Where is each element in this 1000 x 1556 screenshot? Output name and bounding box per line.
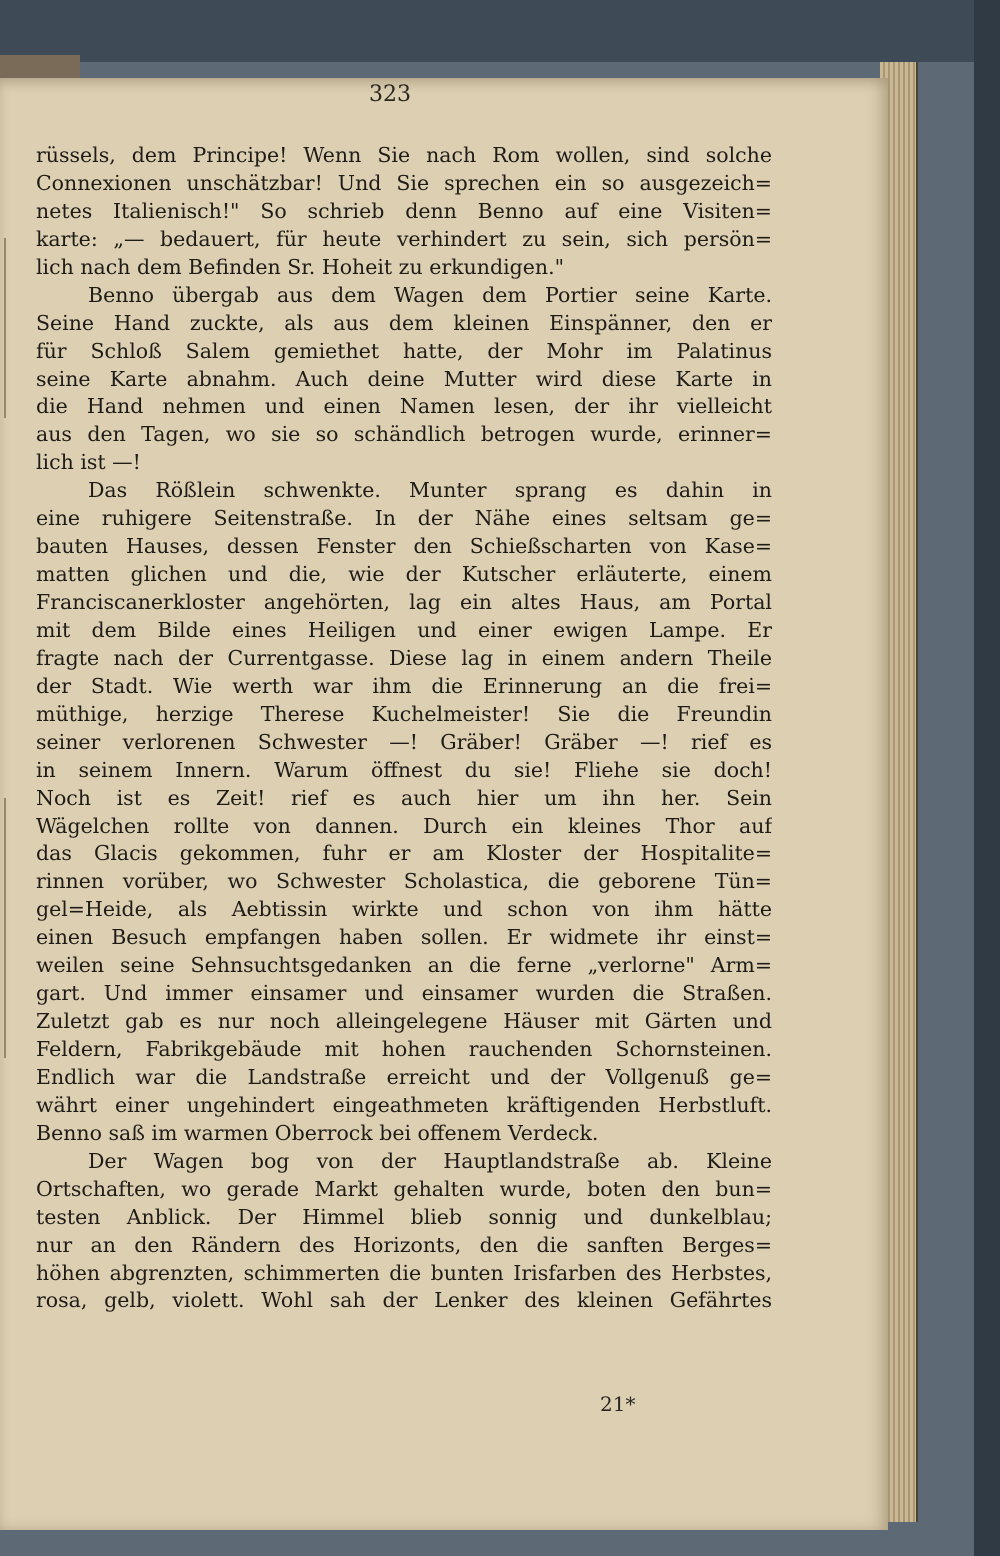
scan-background-right bbox=[974, 0, 1000, 1556]
text-line: seine Karte abnahm. Auch deine Mutter wird diese Karte in bbox=[36, 366, 772, 391]
text-line: Connexionen unschätzbar! Und Sie sprechen ein so ausgezeich= bbox=[36, 170, 772, 195]
text-line: gel=Heide, als Aebtissin wirkte und schon von ihm hätte bbox=[36, 897, 772, 922]
text-line: Das Rößlein schwenkte. Munter sprang es dahin in bbox=[88, 478, 772, 503]
text-line: Endlich war die Landstraße erreicht und der Vollgenuß ge= bbox=[36, 1064, 772, 1089]
text-line: lich nach dem Befinden Sr. Hoheit zu erkundigen." bbox=[36, 254, 565, 279]
text-line: Ortschaften, wo gerade Markt gehalten wurde, boten den bun= bbox=[36, 1176, 772, 1201]
text-line: rinnen vorüber, wo Schwester Scholastica, die geborene Tün= bbox=[36, 869, 772, 894]
text-line: die Hand nehmen und einen Namen lesen, der ihr vielleicht bbox=[36, 394, 772, 419]
text-line: Feldern, Fabrikgebäude mit hohen rauchenden Schornsteinen. bbox=[36, 1037, 772, 1061]
text-line: einen Besuch empfangen haben sollen. Er widmete ihr einst= bbox=[36, 925, 772, 950]
text-line: Zuletzt gab es nur noch alleingelegene Häuser mit Gärten und bbox=[36, 1009, 772, 1034]
text-line: lich ist —! bbox=[36, 450, 141, 475]
text-line: der Stadt. Wie werth war ihm die Erinnerung an die frei= bbox=[36, 673, 772, 698]
text-line: matten glichen und die, wie der Kutscher erläuterte, einem bbox=[36, 562, 772, 587]
text-line: nur an den Rändern des Horizonts, den die sanften Berges= bbox=[36, 1232, 772, 1257]
text-line: rosa, gelb, violett. Wohl sah der Lenker des kleinen Gefährtes bbox=[36, 1288, 772, 1313]
text-line: in seinem Innern. Warum öffnest du sie! Fliehe sie doch! bbox=[36, 757, 772, 782]
text-line: Der Wagen bog von der Hauptlandstraße ab. Kleine bbox=[88, 1148, 772, 1173]
body-text bbox=[36, 142, 772, 1315]
text-line: karte: „— bedauert, für heute verhindert zu sein, sich persön= bbox=[36, 226, 772, 251]
text-line: müthige, herzige Therese Kuchelmeister! Sie die Freundin bbox=[36, 701, 772, 726]
text-line: seiner verlorenen Schwester —! Gräber! Gräber —! rief es bbox=[36, 729, 772, 754]
text-line: höhen abgrenzten, schimmerten die bunten Irisfarben des Herbstes, bbox=[36, 1260, 772, 1285]
scan-background-top bbox=[0, 0, 1000, 62]
text-line: gart. Und immer einsamer und einsamer wurden die Straßen. bbox=[36, 981, 772, 1006]
text-line: Seine Hand zuckte, als aus dem kleinen Einspänner, den er bbox=[36, 310, 772, 335]
text-line: Benno übergab aus dem Wagen dem Portier seine Karte. bbox=[88, 282, 772, 307]
printer-signature: 21* bbox=[600, 1392, 636, 1416]
text-line: mit dem Bilde eines Heiligen und einer ewigen Lampe. Er bbox=[36, 617, 772, 642]
text-line: rüssels, dem Principe! Wenn Sie nach Rom wollen, sind solche bbox=[36, 143, 772, 167]
page-number: 323 bbox=[369, 82, 411, 107]
text-line: aus den Tagen, wo sie so schändlich betrogen wurde, erinner= bbox=[36, 422, 772, 447]
text-line: fragte nach der Currentgasse. Diese lag in einem andern Theile bbox=[36, 645, 772, 670]
text-line: für Schloß Salem gemiethet hatte, der Mohr im Palatinus bbox=[36, 338, 772, 363]
text-line: Franciscanerkloster angehörten, lag ein altes Haus, am Portal bbox=[36, 590, 772, 614]
text-line: testen Anblick. Der Himmel blieb sonnig und dunkelblau; bbox=[36, 1204, 772, 1229]
margin-mark bbox=[4, 798, 6, 1058]
text-line: währt einer ungehindert eingeathmeten kräftigenden Herbstluft. bbox=[36, 1092, 772, 1117]
text-line: Wägelchen rollte von dannen. Durch ein kleines Thor auf bbox=[36, 813, 772, 838]
text-line: Benno saß im warmen Oberrock bei offenem Verdeck. bbox=[36, 1120, 599, 1145]
text-line: eine ruhigere Seitenstraße. In der Nähe eines seltsam ge= bbox=[36, 506, 772, 531]
text-line: weilen seine Sehnsuchtsgedanken an die ferne „verlorne" Arm= bbox=[36, 953, 772, 978]
text-line: bauten Hauses, dessen Fenster den Schießscharten von Kase= bbox=[36, 534, 772, 559]
text-line: das Glacis gekommen, fuhr er am Kloster der Hospitalite= bbox=[36, 841, 772, 866]
text-line: Noch ist es Zeit! rief es auch hier um ihn her. Sein bbox=[36, 785, 772, 810]
margin-mark bbox=[4, 238, 6, 418]
text-line: netes Italienisch!" So schrieb denn Benno auf eine Visiten= bbox=[36, 198, 772, 223]
